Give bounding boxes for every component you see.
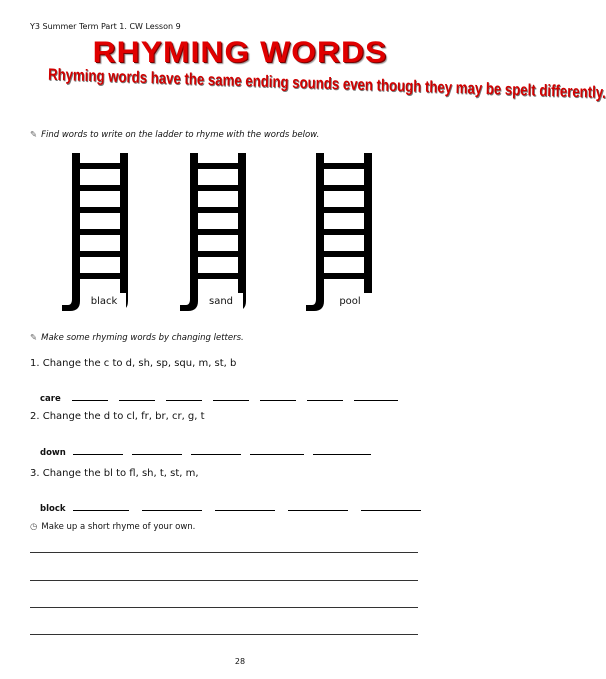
answer-blank[interactable]: [288, 510, 348, 511]
answer-blank[interactable]: [72, 400, 108, 401]
ladder-word-black: black: [82, 293, 126, 311]
answer-word-block: block: [40, 504, 66, 514]
instruction-ladder-text: Find words to write on the ladder to rhyme with the words below.: [41, 130, 320, 140]
instruction-change: [30, 333, 244, 343]
clock-icon: ◷: [30, 522, 38, 532]
answer-word-care: care: [40, 394, 61, 404]
answer-blank[interactable]: [132, 454, 182, 455]
writing-line-1[interactable]: [30, 552, 418, 553]
worksheet-header: Y3 Summer Term Part 1. CW Lesson 9: [30, 22, 181, 31]
answer-blank[interactable]: [215, 510, 275, 511]
answer-row-1: [40, 386, 398, 405]
page-subtitle: Rhyming words have the same ending sounds even though they may be spelt differently.: [47, 65, 606, 102]
answer-blank[interactable]: [166, 400, 202, 401]
writing-line-4[interactable]: [30, 634, 418, 635]
answer-blank[interactable]: [361, 510, 421, 511]
question-1: 1. Change the c to d, sh, sp, squ, m, st, b: [30, 358, 237, 369]
ladder-word-pool: pool: [328, 293, 372, 311]
instruction-rhyme-text: Make up a short rhyme of your own.: [41, 522, 196, 532]
instruction-rhyme: [30, 522, 195, 532]
answer-blank[interactable]: [260, 400, 296, 401]
answer-blank[interactable]: [250, 454, 304, 455]
answer-row-2: [40, 440, 371, 459]
writing-line-3[interactable]: [30, 607, 418, 608]
instruction-change-text: Make some rhyming words by changing letters.: [41, 333, 244, 343]
answer-blank[interactable]: [73, 510, 129, 511]
answer-blank[interactable]: [354, 400, 398, 401]
answer-blank[interactable]: [307, 400, 343, 401]
answer-blank[interactable]: [213, 400, 249, 401]
answer-blank[interactable]: [142, 510, 202, 511]
question-3: 3. Change the bl to fl, sh, t, st, m,: [30, 468, 199, 479]
answer-blank[interactable]: [191, 454, 241, 455]
answer-blank[interactable]: [313, 454, 371, 455]
instruction-ladder: [30, 130, 319, 140]
pencil-icon: ✎: [30, 130, 38, 140]
answer-word-down: down: [40, 448, 66, 458]
answer-blank[interactable]: [73, 454, 123, 455]
page-title: RHYMING WORDS: [92, 36, 388, 69]
pencil-icon: ✎: [30, 333, 38, 343]
writing-line-2[interactable]: [30, 580, 418, 581]
ladder-word-sand: sand: [199, 293, 243, 311]
question-2: 2. Change the d to cl, fr, br, cr, g, t: [30, 411, 205, 422]
answer-blank[interactable]: [119, 400, 155, 401]
answer-row-3: [40, 496, 421, 515]
page-number: 28: [234, 657, 246, 666]
